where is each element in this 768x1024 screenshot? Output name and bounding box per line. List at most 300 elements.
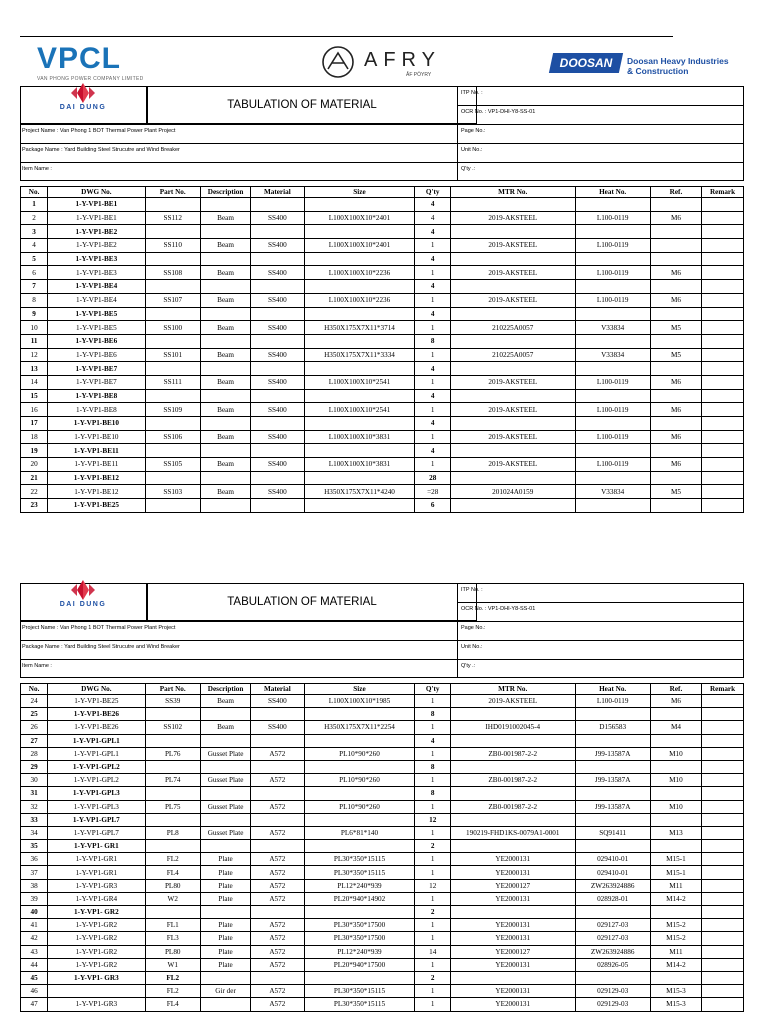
cell-mtr-no: YE2000127 xyxy=(451,945,576,958)
cell-dwg-no: 1-Y-VP1-BE5 xyxy=(48,321,145,335)
header-row-line xyxy=(20,143,744,144)
cell-dwg-no: 1-Y-VP1-BE7 xyxy=(48,362,145,376)
cell-material xyxy=(251,971,304,984)
cell-material: A572 xyxy=(251,958,304,971)
cell-size: PL6*81*140 xyxy=(304,826,415,839)
column-header-heat-no: Heat No. xyxy=(575,684,650,695)
table-row xyxy=(21,998,744,1011)
cell-mtr-no: 2019-AKSTEEL xyxy=(451,695,576,708)
cell-qty: 1 xyxy=(415,348,451,362)
cell-dwg-no: 1-Y-VP1-GPL3 xyxy=(48,800,145,813)
cell-ref: M14-2 xyxy=(650,892,701,905)
cell-mtr-no: 190219-FHD1KS-0079A1-0001 xyxy=(451,826,576,839)
cell-heat-no xyxy=(575,787,650,800)
cell-part-no: PL80 xyxy=(145,879,200,892)
cell-size: H350X175X7X11*4240 xyxy=(304,485,415,499)
cell-mtr-no: 2019-AKSTEEL xyxy=(451,403,576,417)
cell-heat-no xyxy=(575,499,650,513)
cell-part-no xyxy=(145,417,200,431)
cell-qty: 1 xyxy=(415,866,451,879)
table-row xyxy=(21,444,744,458)
cell-description: Gusset Plate xyxy=(200,774,250,787)
cell-ref: M15-3 xyxy=(650,998,701,1011)
cell-no: 9 xyxy=(21,307,48,321)
cell-description: Beam xyxy=(200,485,250,499)
cell-dwg-no: 1-Y-VP1-GPL7 xyxy=(48,826,145,839)
cell-material xyxy=(251,734,304,747)
table-row xyxy=(21,471,744,485)
cell-dwg-no: 1-Y-VP1-BE3 xyxy=(48,252,145,266)
doosan-logo xyxy=(551,52,741,82)
cell-dwg-no: 1-Y-VP1-GPL1 xyxy=(48,747,145,760)
cell-heat-no xyxy=(575,225,650,239)
cell-no: 24 xyxy=(21,695,48,708)
cell-part-no: W2 xyxy=(145,892,200,905)
cell-material xyxy=(251,252,304,266)
cell-mtr-no: ZB0-001987-2-2 xyxy=(451,747,576,760)
table-row xyxy=(21,252,744,266)
cell-part-no: SS110 xyxy=(145,239,200,253)
table-row xyxy=(21,760,744,773)
header-row-line xyxy=(20,124,744,125)
table-row xyxy=(21,826,744,839)
table-row xyxy=(21,321,744,335)
cell-heat-no: J99-13587A xyxy=(575,747,650,760)
cell-material: A572 xyxy=(251,774,304,787)
cell-no: 44 xyxy=(21,958,48,971)
cell-description xyxy=(200,708,250,721)
table-row xyxy=(21,293,744,307)
header-row-line xyxy=(20,162,744,163)
table-row xyxy=(21,307,744,321)
cell-description: Gir der xyxy=(200,985,250,998)
project-label: Project Name : Van Phong 1 BOT Thermal Power Plant Project xyxy=(22,625,176,631)
cell-size xyxy=(304,198,415,212)
cell-ref: M5 xyxy=(650,485,701,499)
cell-material xyxy=(251,307,304,321)
cell-material: A572 xyxy=(251,879,304,892)
cell-heat-no xyxy=(575,906,650,919)
cell-heat-no: 029129-03 xyxy=(575,998,650,1011)
cell-size xyxy=(304,444,415,458)
cell-description: Beam xyxy=(200,239,250,253)
cell-description: Beam xyxy=(200,348,250,362)
cell-dwg-no: 1-Y-VP1-GPL2 xyxy=(48,760,145,773)
cell-dwg-no: 1-Y-VP1-BE12 xyxy=(48,471,145,485)
cell-material: SS400 xyxy=(251,293,304,307)
cell-qty: 1 xyxy=(415,375,451,389)
cell-description: Beam xyxy=(200,403,250,417)
cell-qty: 4 xyxy=(415,307,451,321)
cell-qty: 6 xyxy=(415,499,451,513)
cell-material xyxy=(251,444,304,458)
cell-heat-no xyxy=(575,840,650,853)
cell-description: Beam xyxy=(200,721,250,734)
cell-dwg-no: 1-Y-VP1-BE11 xyxy=(48,458,145,472)
column-header-dwg-no: DWG No. xyxy=(48,187,145,198)
page-label: Page No.: xyxy=(461,128,486,134)
cell-heat-no xyxy=(575,307,650,321)
cell-mtr-no: YE2000127 xyxy=(451,879,576,892)
cell-material: A572 xyxy=(251,919,304,932)
cell-description: Plate xyxy=(200,945,250,958)
cell-qty: 8 xyxy=(415,334,451,348)
cell-qty: 1 xyxy=(415,800,451,813)
column-header-material: Material xyxy=(251,684,304,695)
cell-ref xyxy=(650,239,701,253)
cell-mtr-no: 2019-AKSTEEL xyxy=(451,458,576,472)
cell-size: PL10*90*260 xyxy=(304,747,415,760)
cell-ref: M14-2 xyxy=(650,958,701,971)
cell-description xyxy=(200,998,250,1011)
cell-dwg-no: 1-Y-VP1-BE11 xyxy=(48,444,145,458)
cell-ref xyxy=(650,787,701,800)
cell-dwg-no: 1-Y-VP1-GR3 xyxy=(48,998,145,1011)
cell-material: SS400 xyxy=(251,721,304,734)
cell-heat-no: L100-0119 xyxy=(575,293,650,307)
cell-description: Plate xyxy=(200,892,250,905)
table-row xyxy=(21,389,744,403)
header-divider xyxy=(457,583,458,678)
afry-logo xyxy=(320,45,460,79)
table-row xyxy=(21,787,744,800)
cell-heat-no xyxy=(575,280,650,294)
cell-mtr-no: 2019-AKSTEEL xyxy=(451,430,576,444)
column-header-heat-no: Heat No. xyxy=(575,187,650,198)
cell-heat-no: L100-0119 xyxy=(575,695,650,708)
cell-mtr-no: 2019-AKSTEEL xyxy=(451,266,576,280)
doosan-badge: DOOSAN xyxy=(549,53,623,73)
cell-size: L100X100X10*2236 xyxy=(304,266,415,280)
cell-heat-no: 029410-01 xyxy=(575,853,650,866)
cell-dwg-no: 1-Y-VP1- GR3 xyxy=(48,971,145,984)
column-header-mtr-no: MTR No. xyxy=(451,684,576,695)
cell-heat-no xyxy=(575,971,650,984)
cell-remark xyxy=(702,708,744,721)
cell-remark xyxy=(702,840,744,853)
cell-qty: 4 xyxy=(415,417,451,431)
cell-remark xyxy=(702,853,744,866)
cell-qty: 1 xyxy=(415,695,451,708)
cell-dwg-no: 1-Y-VP1-BE4 xyxy=(48,293,145,307)
cell-ref xyxy=(650,906,701,919)
cell-part-no: PL80 xyxy=(145,945,200,958)
cell-no: 21 xyxy=(21,471,48,485)
cell-dwg-no: 1-Y-VP1-BE2 xyxy=(48,239,145,253)
cell-no: 20 xyxy=(21,458,48,472)
cell-size xyxy=(304,362,415,376)
doosan-logo-text: Doosan Heavy Industries & Construction xyxy=(627,56,729,76)
cell-mtr-no xyxy=(451,787,576,800)
cell-qty: 8 xyxy=(415,760,451,773)
cell-part-no xyxy=(145,787,200,800)
table-row xyxy=(21,417,744,431)
cell-ref xyxy=(650,760,701,773)
item-label: Item Name : xyxy=(22,663,52,669)
cell-dwg-no: 1-Y-VP1-GR2 xyxy=(48,932,145,945)
cell-description: Beam xyxy=(200,430,250,444)
cell-qty: 1 xyxy=(415,853,451,866)
cell-heat-no xyxy=(575,813,650,826)
cell-remark xyxy=(702,734,744,747)
table-row xyxy=(21,485,744,499)
project-label: Project Name : Van Phong 1 BOT Thermal Power Plant Project xyxy=(22,128,176,134)
cell-description: Plate xyxy=(200,866,250,879)
cell-mtr-no: 2019-AKSTEEL xyxy=(451,293,576,307)
cell-ref: M6 xyxy=(650,458,701,472)
package-label: Package Name : Yard Building Steel Strucutre and Wind Breaker xyxy=(22,147,180,153)
column-header-dwg-no: DWG No. xyxy=(48,684,145,695)
cell-remark xyxy=(702,198,744,212)
afry-logo-word: AFRY xyxy=(364,49,441,71)
cell-dwg-no: 1-Y-VP1-BE1 xyxy=(48,211,145,225)
cell-remark xyxy=(702,813,744,826)
cell-qty: 1 xyxy=(415,958,451,971)
page-label: Page No.: xyxy=(461,625,486,631)
cell-qty: 1 xyxy=(415,826,451,839)
cell-qty: 4 xyxy=(415,280,451,294)
cell-no: 14 xyxy=(21,375,48,389)
cell-ref: M6 xyxy=(650,211,701,225)
cell-mtr-no: YE2000131 xyxy=(451,866,576,879)
cell-qty: 1 xyxy=(415,747,451,760)
header-divider xyxy=(457,86,458,181)
cell-description xyxy=(200,252,250,266)
cell-part-no xyxy=(145,307,200,321)
ocr-label: OCR No. : VP1-DHI-Y8-SS-01 xyxy=(461,606,536,612)
cell-ref: M6 xyxy=(650,375,701,389)
cell-ref: M15-1 xyxy=(650,853,701,866)
table-row xyxy=(21,239,744,253)
table-row xyxy=(21,945,744,958)
cell-size: L100X100X10*3831 xyxy=(304,458,415,472)
table-header-row xyxy=(21,187,744,198)
cell-no: 1 xyxy=(21,198,48,212)
cell-description: Gusset Plate xyxy=(200,747,250,760)
table-row xyxy=(21,334,744,348)
cell-part-no: PL76 xyxy=(145,747,200,760)
cell-remark xyxy=(702,985,744,998)
cell-no: 28 xyxy=(21,747,48,760)
column-header-qty: Q'ty xyxy=(415,187,451,198)
cell-size: PL20*940*14902 xyxy=(304,892,415,905)
cell-description xyxy=(200,417,250,431)
cell-dwg-no: 1-Y-VP1-BE5 xyxy=(48,307,145,321)
cell-material: A572 xyxy=(251,866,304,879)
cell-remark xyxy=(702,747,744,760)
cell-remark xyxy=(702,403,744,417)
cell-size xyxy=(304,471,415,485)
cell-ref xyxy=(650,280,701,294)
cell-description xyxy=(200,734,250,747)
cell-remark xyxy=(702,321,744,335)
cell-heat-no xyxy=(575,760,650,773)
cell-description xyxy=(200,840,250,853)
cell-dwg-no: 1-Y-VP1-GPL1 xyxy=(48,734,145,747)
cell-description xyxy=(200,471,250,485)
cell-mtr-no: YE2000131 xyxy=(451,853,576,866)
cell-ref xyxy=(650,471,701,485)
cell-no: 46 xyxy=(21,985,48,998)
cell-heat-no xyxy=(575,708,650,721)
cell-material: SS400 xyxy=(251,485,304,499)
cell-material xyxy=(251,813,304,826)
cell-material xyxy=(251,760,304,773)
cell-size: PL30*350*17500 xyxy=(304,919,415,932)
cell-material: SS400 xyxy=(251,695,304,708)
cell-ref: M10 xyxy=(650,800,701,813)
cell-heat-no: L100-0119 xyxy=(575,266,650,280)
cell-ref: M6 xyxy=(650,695,701,708)
table-row xyxy=(21,375,744,389)
cell-size: L100X100X10*2236 xyxy=(304,293,415,307)
header-row-line xyxy=(20,659,744,660)
cell-ref: M6 xyxy=(650,266,701,280)
cell-dwg-no: 1-Y-VP1-GPL3 xyxy=(48,787,145,800)
cell-no: 22 xyxy=(21,485,48,499)
cell-description: Beam xyxy=(200,695,250,708)
cell-dwg-no: 1-Y-VP1-BE10 xyxy=(48,430,145,444)
qty-label: Q'ty .: xyxy=(461,663,476,669)
cell-description xyxy=(200,971,250,984)
cell-dwg-no: 1-Y-VP1-GR2 xyxy=(48,958,145,971)
cell-material xyxy=(251,334,304,348)
daidung-logo-word: DAI DUNG xyxy=(59,601,107,608)
cell-no: 41 xyxy=(21,919,48,932)
cell-mtr-no: 2019-AKSTEEL xyxy=(451,239,576,253)
cell-qty: 1 xyxy=(415,430,451,444)
cell-part-no xyxy=(145,906,200,919)
cell-part-no: SS101 xyxy=(145,348,200,362)
cell-no: 39 xyxy=(21,892,48,905)
column-header-material: Material xyxy=(251,187,304,198)
cell-size: PL12*240*939 xyxy=(304,945,415,958)
cell-description: Beam xyxy=(200,266,250,280)
cell-qty: 4 xyxy=(415,225,451,239)
cell-description xyxy=(200,906,250,919)
cell-part-no xyxy=(145,389,200,403)
cell-no: 8 xyxy=(21,293,48,307)
cell-dwg-no: 1-Y-VP1-GR2 xyxy=(48,919,145,932)
table-row xyxy=(21,458,744,472)
cell-qty: 4 xyxy=(415,211,451,225)
cell-qty: 4 xyxy=(415,252,451,266)
cell-description xyxy=(200,198,250,212)
cell-part-no: SS102 xyxy=(145,721,200,734)
cell-size: L100X100X10*2401 xyxy=(304,239,415,253)
cell-part-no xyxy=(145,471,200,485)
cell-qty: 28 xyxy=(415,471,451,485)
cell-description xyxy=(200,225,250,239)
cell-ref: M11 xyxy=(650,945,701,958)
cell-size: PL12*240*939 xyxy=(304,879,415,892)
cell-remark xyxy=(702,866,744,879)
cell-dwg-no: 1-Y-VP1-GPL7 xyxy=(48,813,145,826)
cell-description xyxy=(200,787,250,800)
cell-no: 10 xyxy=(21,321,48,335)
cell-heat-no: J99-13587A xyxy=(575,800,650,813)
cell-heat-no: V33834 xyxy=(575,321,650,335)
column-header-remark: Remark xyxy=(702,684,744,695)
cell-qty: 12 xyxy=(415,879,451,892)
table-row xyxy=(21,985,744,998)
cell-size xyxy=(304,252,415,266)
material-table-1 xyxy=(20,186,744,513)
cell-remark xyxy=(702,389,744,403)
cell-size xyxy=(304,708,415,721)
cell-ref xyxy=(650,307,701,321)
table-row xyxy=(21,198,744,212)
cell-no: 3 xyxy=(21,225,48,239)
cell-size xyxy=(304,906,415,919)
cell-mtr-no: YE2000131 xyxy=(451,932,576,945)
cell-dwg-no: 1-Y-VP1-GR4 xyxy=(48,892,145,905)
column-header-part-no: Part No. xyxy=(145,187,200,198)
cell-heat-no: J99-13587A xyxy=(575,774,650,787)
cell-heat-no: L100-0119 xyxy=(575,458,650,472)
table-row xyxy=(21,734,744,747)
cell-size: H350X175X7X11*3714 xyxy=(304,321,415,335)
cell-no: 25 xyxy=(21,708,48,721)
cell-mtr-no xyxy=(451,280,576,294)
cell-description xyxy=(200,307,250,321)
cell-remark xyxy=(702,695,744,708)
cell-material: A572 xyxy=(251,945,304,958)
cell-remark xyxy=(702,760,744,773)
cell-no: 27 xyxy=(21,734,48,747)
cell-heat-no xyxy=(575,471,650,485)
cell-dwg-no: 1-Y-VP1-BE8 xyxy=(48,403,145,417)
cell-no: 38 xyxy=(21,879,48,892)
cell-qty: 4 xyxy=(415,198,451,212)
afry-logo-subtitle: ÅF PÖYRY xyxy=(406,72,432,78)
cell-remark xyxy=(702,458,744,472)
cell-description: Plate xyxy=(200,879,250,892)
cell-part-no: SS103 xyxy=(145,485,200,499)
cell-material xyxy=(251,708,304,721)
cell-heat-no xyxy=(575,734,650,747)
table-row xyxy=(21,362,744,376)
cell-size: L100X100X10*2401 xyxy=(304,211,415,225)
cell-no: 16 xyxy=(21,403,48,417)
cell-part-no: FL2 xyxy=(145,971,200,984)
cell-material: SS400 xyxy=(251,266,304,280)
cell-ref: M10 xyxy=(650,747,701,760)
qty-label: Q'ty .: xyxy=(461,166,476,172)
cell-qty: 8 xyxy=(415,787,451,800)
cell-no: 7 xyxy=(21,280,48,294)
table-row xyxy=(21,266,744,280)
cell-heat-no: L100-0119 xyxy=(575,239,650,253)
daidung-emblem-icon xyxy=(38,82,128,104)
cell-qty: 1 xyxy=(415,919,451,932)
cell-description: Beam xyxy=(200,293,250,307)
cell-dwg-no: 1-Y-VP1-BE1 xyxy=(48,198,145,212)
ocr-label: OCR No. : VP1-DHI-Y8-SS-01 xyxy=(461,109,536,115)
cell-description: Gusset Plate xyxy=(200,826,250,839)
vpcl-logo xyxy=(37,44,167,84)
cell-qty: 4 xyxy=(415,389,451,403)
cell-dwg-no: 1-Y-VP1-BE8 xyxy=(48,389,145,403)
afry-emblem-icon xyxy=(320,45,356,79)
cell-dwg-no: 1-Y-VP1-BE12 xyxy=(48,485,145,499)
cell-part-no: SS109 xyxy=(145,403,200,417)
cell-part-no xyxy=(145,760,200,773)
cell-mtr-no: 2019-AKSTEEL xyxy=(451,211,576,225)
cell-dwg-no: 1-Y-VP1-GR1 xyxy=(48,853,145,866)
cell-description: Beam xyxy=(200,211,250,225)
cell-no: 43 xyxy=(21,945,48,958)
